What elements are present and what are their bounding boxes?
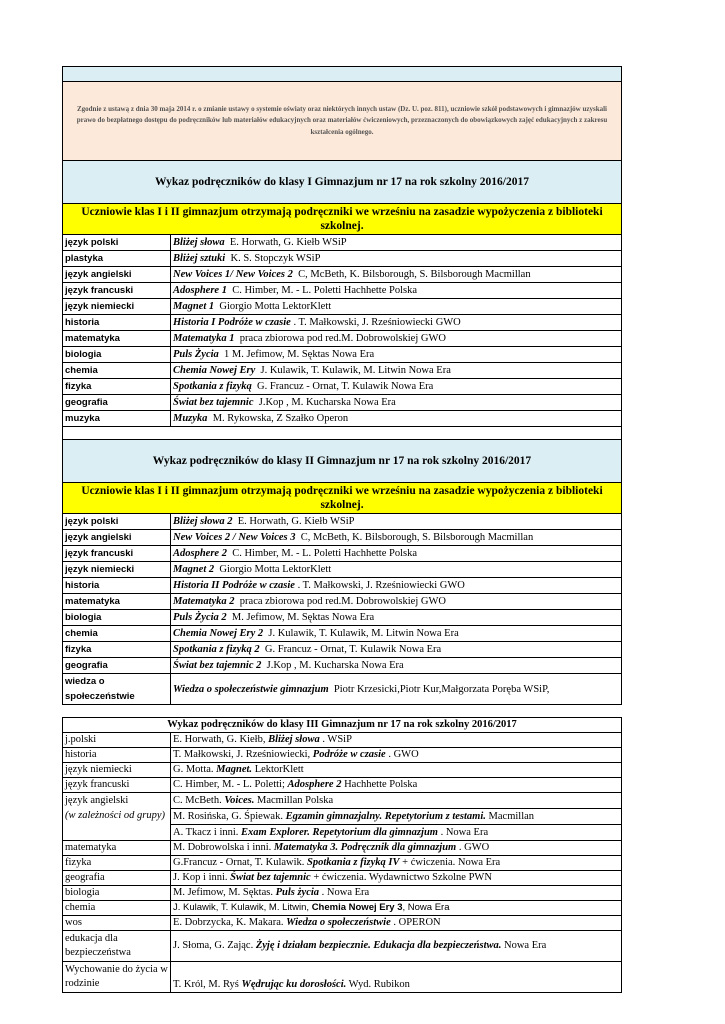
subject-cell: matematyka [63,331,171,347]
book-cell: J. Kop i inni. Świat bez tajemnic + ćwiczenia. Wydawnictwo Szkolne PWN [171,871,622,886]
table-row [63,871,622,886]
book-cell: J. Kulawik, T. Kulawik, M. Litwin, Chemia Nowej Ery 3, Nowa Era [171,901,622,916]
book-cell: Bliżej słowa 2 E. Horwath, G. Kiełb WSiP [171,514,622,530]
subject-cell: historia [63,315,171,331]
book-cell: Historia I Podróże w czasie . T. Małkowski, J. Rześniowiecki GWO [171,315,622,331]
table-row [63,658,622,674]
subject-cell: fizyka [63,379,171,395]
subject-cell: język angielski [63,267,171,283]
subject-cell: chemia [63,626,171,642]
table-row [63,315,622,331]
subject-cell: muzyka [63,411,171,427]
subject-cell: język niemiecki [63,299,171,315]
subject-cell: wos [63,916,171,931]
book-list-document [62,66,621,993]
subject-cell: chemia [63,363,171,379]
subject-cell: język polski [63,235,171,251]
table-row [63,347,622,363]
class2-banner: Uczniowie klas I i II gimnazjum otrzymają podręczniki we wrześniu na zasadzie wypożyczenia z biblioteki szkolnej. [63,483,622,514]
subject-cell: Wychowanie do życia w rodzinie [63,962,171,993]
book-cell: Magnet 2 Giorgio Motta LektorKlett [171,562,622,578]
book-cell: J. Słoma, G. Zając. Żyję i działam bezpiecznie. Edukacja dla bezpieczeństwa. Nowa Era [171,931,622,962]
book-cell: G.Francuz - Ornat, T. Kulawik. Spotkania z fizyką IV + ćwiczenia. Nowa Era [171,856,622,871]
book-cell: T. Król, M. Ryś Wędrując ku dorosłości. Wyd. Rubikon [171,962,622,993]
table-row [63,546,622,562]
book-cell: E. Dobrzycka, K. Makara. Wiedza o społeczeństwie . OPERON [171,916,622,931]
book-cell: Adosphere 1 C. Himber, M. - L. Poletti Hachhette Polska [171,283,622,299]
law-notice: Zgodnie z ustawą z dnia 30 maja 2014 r. o zmianie ustawy o systemie oświaty oraz niektórych innych ustaw (Dz. U. poz. 811), uczniowie szkół podstawowych i gimnazjów uzyskali prawo do bezpłatnego dostępu do podręczników lub materiałów edukacyjnych oraz materiałów ćwiczeniowych, przeznaczonych do obowiązkowych zajęć edukacyjnych z zakresu kształcenia ogólnego. [63,82,622,161]
class1-title-row [63,161,622,204]
subject-cell: historia [63,748,171,763]
book-cell: Puls Życia 1 M. Jefimow, M. Sęktas Nowa Era [171,347,622,363]
table-row [63,251,622,267]
class3-title-row [63,718,622,733]
class2-rows [63,514,622,705]
subject-cell: język polski [63,514,171,530]
class3-title: Wykaz podręczników do klasy III Gimnazjum nr 17 na rok szkolny 2016/2017 [63,718,622,733]
book-cell: C. McBeth. Voices. Macmillan Polska M. Rosińska, G. Śpiewak. Egzamin gimnazjalny. Repetytorium z testami. Macmillan A. Tkacz i inni. Exam Explorer. Repetytorium dla gimnazjum . Nowa Era [171,793,622,841]
top-empty-row [63,67,622,82]
table-row [63,594,622,610]
table-row [63,901,622,916]
subject-cell: język francuski [63,546,171,562]
book-cell: Magnet 1 Giorgio Motta LektorKlett [171,299,622,315]
book-cell: Muzyka M. Rykowska, Z Szałko Operon [171,411,622,427]
book-cell: C. Himber, M. - L. Poletti; Adosphere 2 Hachhette Polska [171,778,622,793]
book-cell: Chemia Nowej Ery 2 J. Kulawik, T. Kulawik, M. Litwin Nowa Era [171,626,622,642]
table-row [63,514,622,530]
table-row [63,674,622,705]
book-cell: T. Małkowski, J. Rześniowiecki, Podróże w czasie . GWO [171,748,622,763]
table-row [63,379,622,395]
table-row [63,283,622,299]
book-cell: New Voices 1/ New Voices 2 C, McBeth, K. Bilsborough, S. Bilsborough Macmillan [171,267,622,283]
book-cell: Wiedza o społeczeństwie gimnazjum Piotr Krzesicki,Piotr Kur,Małgorzata Poręba WSiP, [171,674,622,705]
table-row [63,856,622,871]
table-row [63,530,622,546]
table-row [63,267,622,283]
subject-cell: matematyka [63,594,171,610]
table-row [63,748,622,763]
book-cell: Matematyka 1 praca zbiorowa pod red.M. Dobrowolskiej GWO [171,331,622,347]
subject-cell: edukacja dla bezpieczeństwa [63,931,171,962]
table-row [63,299,622,315]
table-row [63,642,622,658]
book-cell: Bliżej słowa E. Horwath, G. Kiełb WSiP [171,235,622,251]
table-row [63,778,622,793]
book-cell: Spotkania z fizyką G. Francuz - Ornat, T. Kulawik Nowa Era [171,379,622,395]
subject-cell: plastyka [63,251,171,267]
subject-cell: chemia [63,901,171,916]
table-row [63,626,622,642]
book-cell: Puls Życia 2 M. Jefimow, M. Sęktas Nowa Era [171,610,622,626]
book-cell: Bliżej sztuki K. S. Stopczyk WSiP [171,251,622,267]
table-row-english [63,793,622,841]
group-note: (w zależności od grupy) [65,810,166,821]
table-row [63,886,622,901]
book-cell: M. Jefimow, M. Sęktas. Puls życia . Nowa Era [171,886,622,901]
book-cell: Świat bez tajemnic 2 J.Kop , M. Kucharska Nowa Era [171,658,622,674]
subject-cell: język francuski [63,778,171,793]
table-row [63,916,622,931]
subject-cell: wiedza o społeczeństwie [63,674,171,705]
table-row [63,931,622,962]
table-row [63,733,622,748]
subject-cell: geografia [63,871,171,886]
table-row [63,962,622,993]
class3-table [62,717,622,993]
book-cell: Świat bez tajemnic J.Kop , M. Kucharska Nowa Era [171,395,622,411]
subject-cell: język francuski [63,283,171,299]
classes-1-2-table [62,66,622,705]
book-cell: E. Horwath, G. Kiełb, Bliżej słowa . WSiP [171,733,622,748]
spacer-row [63,427,622,440]
class1-rows [63,235,622,427]
subject-cell: biologia [63,886,171,901]
subject-cell: język angielski [63,530,171,546]
table-row [63,763,622,778]
table-row [63,331,622,347]
subject-cell: fizyka [63,856,171,871]
subject-cell: biologia [63,347,171,363]
book-cell: Spotkania z fizyką 2 G. Francuz - Ornat, T. Kulawik Nowa Era [171,642,622,658]
book-cell: New Voices 2 / New Voices 3 C, McBeth, K. Bilsborough, S. Bilsborough Macmillan [171,530,622,546]
notice-row [63,82,622,161]
class2-title: Wykaz podręczników do klasy II Gimnazjum nr 17 na rok szkolny 2016/2017 [63,440,622,483]
book-cell: Historia II Podróże w czasie . T. Małkowski, J. Rześniowiecki GWO [171,578,622,594]
book-cell: M. Dobrowolska i inni. Matematyka 3. Podręcznik dla gimnazjum . GWO [171,841,622,856]
subject-cell: geografia [63,658,171,674]
table-row [63,562,622,578]
subject-cell: język angielski (w zależności od grupy) [63,793,171,841]
book-cell: Matematyka 2 praca zbiorowa pod red.M. Dobrowolskiej GWO [171,594,622,610]
table-row [63,578,622,594]
class1-title: Wykaz podręczników do klasy I Gimnazjum nr 17 na rok szkolny 2016/2017 [63,161,622,204]
subject-cell: historia [63,578,171,594]
subject-cell: j.polski [63,733,171,748]
book-cell: Adosphere 2 C. Himber, M. - L. Poletti Hachhette Polska [171,546,622,562]
class2-title-row [63,440,622,483]
book-cell: Chemia Nowej Ery J. Kulawik, T. Kulawik, M. Litwin Nowa Era [171,363,622,379]
subject-cell: fizyka [63,642,171,658]
table-row [63,235,622,251]
subject-cell: geografia [63,395,171,411]
subject-cell: język niemiecki [63,562,171,578]
class1-banner: Uczniowie klas I i II gimnazjum otrzymają podręczniki we wrześniu na zasadzie wypożyczenia z biblioteki szkolnej. [63,204,622,235]
subject-cell: język niemiecki [63,763,171,778]
subject-cell: biologia [63,610,171,626]
table-row [63,395,622,411]
class2-banner-row [63,483,622,514]
table-row [63,610,622,626]
table-row [63,411,622,427]
subject-cell: matematyka [63,841,171,856]
table-row [63,841,622,856]
book-cell: G. Motta. Magnet. LektorKlett [171,763,622,778]
class1-banner-row [63,204,622,235]
table-row [63,363,622,379]
